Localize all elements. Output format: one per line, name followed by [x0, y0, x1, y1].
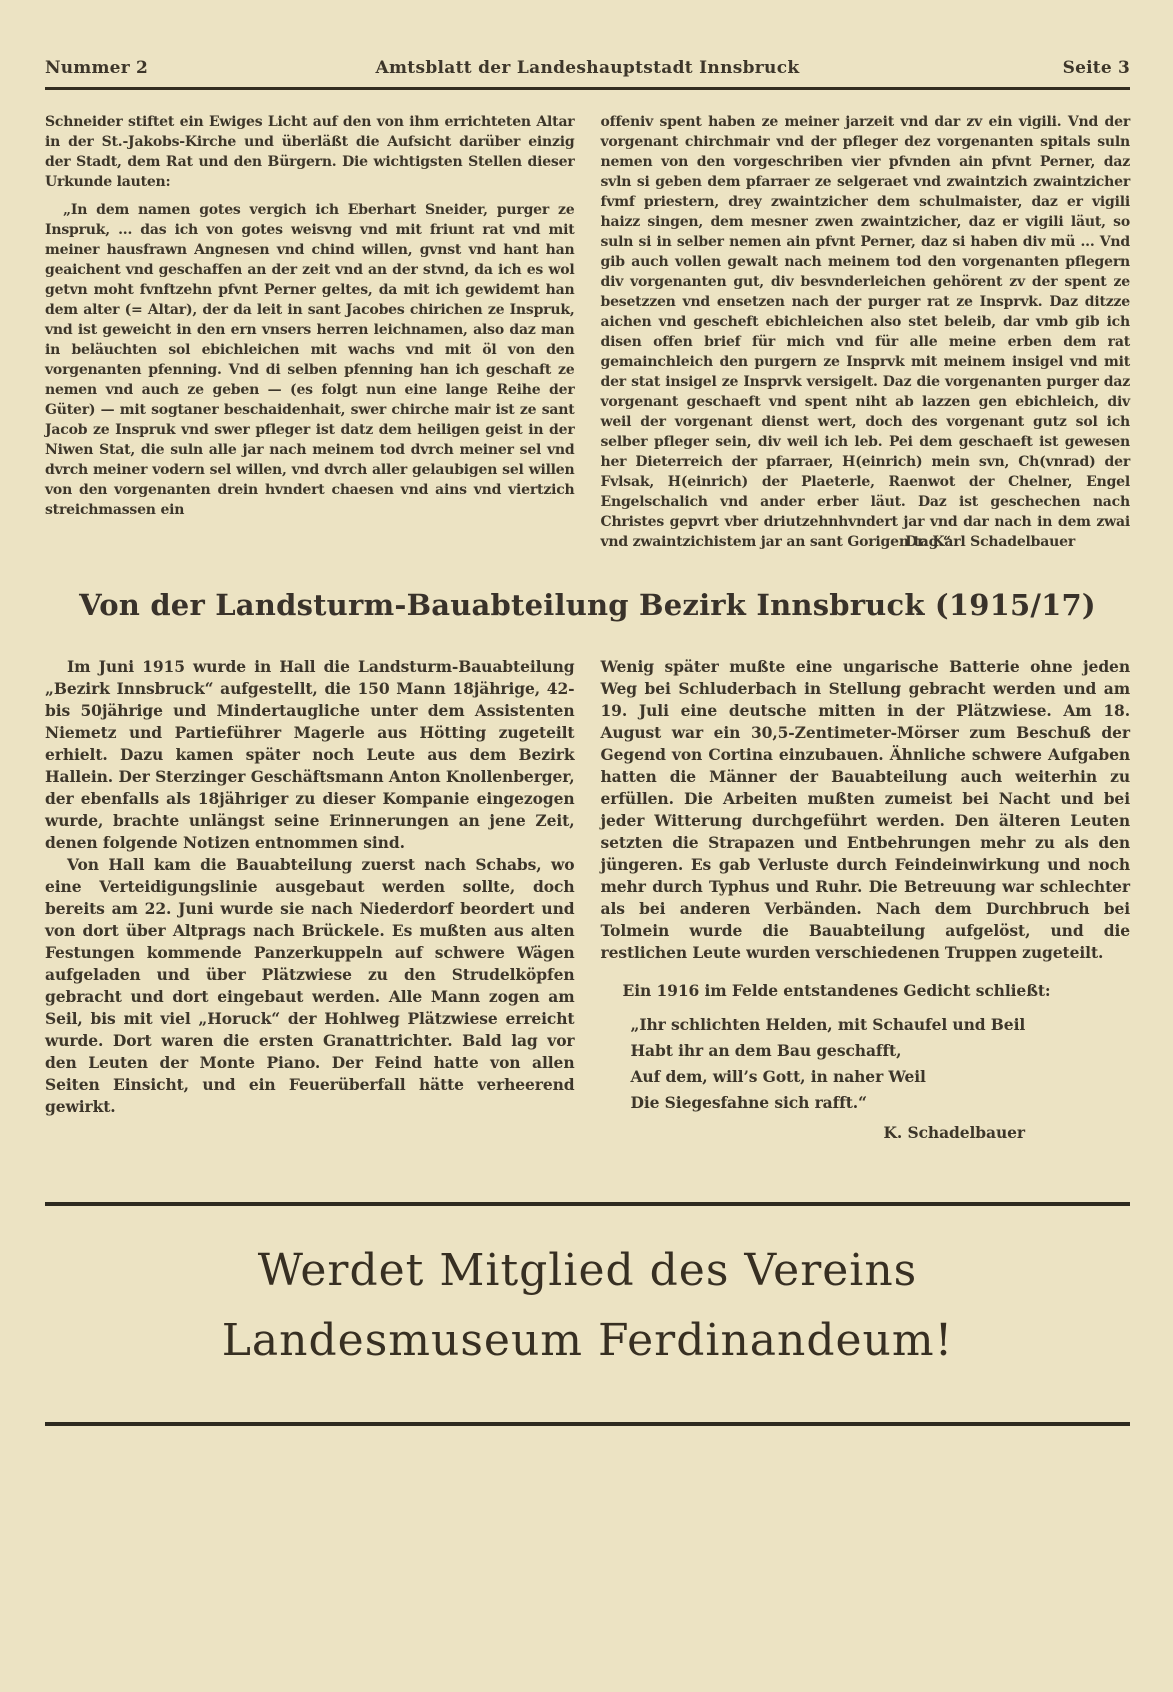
charter-right-column — [601, 112, 1131, 552]
masthead-title: Amtsblatt der Landeshauptstadt Innsbruck — [375, 58, 800, 78]
page-header — [45, 58, 1130, 90]
landsturm-paragraph-1: Im Juni 1915 wurde in Hall die Landsturm-Bauabteilung „Bezirk Innsbruck“ aufgestellt, die 150 Mann 18jährige, 42- bis 50jährige und Mindertaugliche unter dem Assistenten Niemetz und Partieführer Magerle aus Hötting zugeteilt erhielt. Dazu kamen später noch Leute aus dem Bezirk Hallein. Der Sterzinger Geschäftsmann Anton Knollenberger, der ebenfalls als 18jähriger zu dieser Kompanie eingezogen wurde, brachte unlängst seine Erinnerungen an jene Zeit, denen folgende Notizen entnommen sind. — [45, 657, 575, 852]
banner-line-1: Werdet Mitglied des Vereins — [257, 1245, 918, 1296]
charter-article-section — [45, 112, 1130, 552]
landsturm-paragraph-2: Von Hall kam die Bauabteilung zuerst nach Schabs, wo eine Verteidigungslinie ausgebaut werden sollte, doch bereits am 22. Juni wurde sie nach Niederdorf beordert und von dort über Altprags nach Brückele. Es mußten aus alten Festungen kommende Panzerkuppeln auf schwere Wägen aufgeladen und über Plätzwiese zu den Strudelköpfen gebracht und dort eingebaut werden. Alle Mann zogen am Seil, bis mit viel „Horuck“ der Hohlweg Plätzwiese erreicht wurde. Dort waren die ersten Granattrichter. Bald lag vor den Leuten der Monte Piano. Der Feind hatte von allen Seiten Einsicht, und ein Feuerüberfall hätte verheerend gewirkt. — [45, 855, 575, 1116]
charter-author-signature: Dr. Karl Schadelbauer — [905, 534, 1075, 550]
field-poem — [631, 1012, 1131, 1116]
issue-number: Nummer 2 — [45, 58, 148, 78]
article-author-signature: K. Schadelbauer — [883, 1123, 1025, 1142]
charter-left-column — [45, 112, 575, 552]
landsturm-paragraph-3: Wenig später mußte eine ungarische Batterie ohne jeden Weg bei Schluderbach in Stellung gebracht werden und am 19. Juli eine deutsche mitten in der Plätzwiese. Am 18. August war ein 30,5-Zentimeter-Mörser zum Beschuß der Gegend von Cortina einzubauen. Ähnliche schwere Aufgaben hatten die Männer der Bauabteilung auch weiterhin zu erfüllen. Die Arbeiten mußten zumeist bei Nacht und bei jeder Witterung durchgeführt werden. Den älteren Leuten setzten die Strapazen und Entbehrungen mehr zu als den jüngeren. Es gab Verluste durch Feindeinwirkung und noch mehr durch Typhus und Ruhr. Die Betreuung war schlechter als bei anderen Verbänden. Nach dem Durchbruch bei Tolmein wurde die Bauabteilung aufgelöst, und die restlichen Leute wurden verschiedenen Truppen zugeteilt. — [600, 657, 1130, 962]
poem-line: Die Siegesfahne sich rafft.“ — [630, 1093, 867, 1112]
poem-line: „Ihr schlichten Helden, mit Schaufel und Beil — [630, 1015, 1026, 1034]
banner-line-2: Landesmuseum Ferdinandeum! — [221, 1315, 954, 1366]
page-number: Seite 3 — [1062, 58, 1130, 78]
poem-line: Habt ihr an dem Bau geschafft, — [630, 1041, 902, 1060]
poem-line: Auf dem, will’s Gott, in naher Weil — [630, 1067, 926, 1086]
poem-intro: Ein 1916 im Felde entstandenes Gedicht schließt: — [622, 981, 1051, 1000]
charter-quote-part2: offeniv spent haben ze meiner jarzeit vnd dar zv ein vigili. Vnd der vorgenant chirchmair vnd der pfleger dez vorgenanten spitals suln nemen von den vorgeschriben vier pfvnden ain pfvnt Perner, daz svln si geben dem pfarraer ze selgeraet vnd zwaintzich zwaintzicher fvmf priestern, drey zwaintzicher dem schulmaister, daz er vigili haizz singen, dem mesner zwen zwaintzicher, daz er vigili läut, so suln si in selber nemen ain pfvnt Perner, daz si haben div mü ... Vnd gib auch vollen gewalt nach meinem tod den vorgenanten pflegern div vorgenanten gut, div besvnderleichen gehörent zv der spent ze besetzzen vnd ensetzen nach der purger rat ze Insprvk. Daz ditzze aichen vnd gescheft ebichleichen also stet beleib, dar vmb gib ich disen offen brief für mich vnd für alle meine erben dem rat gemainchleich den purgern ze Insprvk mit meinem insigel vnd mit der stat insigel ze Insprvk versigelt. Daz die vorgenanten purger daz vorgenant geschaeft vnd spent niht ab lazzen gen ebichleich, div weil der vorgenant dienst wert, doch des vorgenant gutz sol ich selber pfleger sein, div weil ich leb. Pei dem geschaeft ist gewesen her Dieterreich der pfarraer, H(einrich) mein svn, Ch(vnrad) der Fvlsak, H(einrich) der Plaeterle, Raenwot der Chelner, Engel Engelschalich vnd ander erber läut. Daz ist geschechen nach Christes gepvrt vber driutzehnhvndert jar vnd dar nach in dem zwai vnd zwaintzichistem jar an sant Gorigen tag.“ — [600, 114, 1130, 550]
membership-banner — [45, 1202, 1130, 1426]
article-headline: Von der Landsturm-Bauabteilung Bezirk Innsbruck (1915/17) — [79, 588, 1096, 622]
landsturm-left-column — [45, 656, 575, 1144]
charter-quote-part1: „In dem namen gotes vergich ich Eberhart Sneider, purger ze Inspruk, ... das ich von gotes weisvng vnd mit friunt rat vnd mit meiner hausfrawn Angnesen vnd chind willen, gvnst vnd hant han geaichent vnd geschaffen an der zeit vnd an der stvnd, da ich es wol getvn moht fvnftzehn pfvnt Perner geltes, da mit ich gewidemt han dem alter (= Altar), der da leit in sant Jacobes chirichen ze Inspruk, vnd ist geweicht in den ern vnsers herren leichnamen, also daz man in beläuchten sol ebichleichen mit wachs vnd mit öl von den vorgenanten pfenning. Vnd di selben pfenning han ich geschaft ze nemen vnd auch ze geben — (es folgt nun eine lange Reihe der Güter) — mit sogtaner beschaidenhait, swer chirche mair ist ze sant Jacob ze Inspruk vnd swer pfleger ist datz dem heiligen geist in der Niwen Stat, die suln alle jar nach meinem tod dvrch meiner sel vnd dvrch meiner vodern sel willen, vnd dvrch aller gelaubigen sel willen von den vorgenanten drein hvndert chaesen vnd ains vnd viertzich streichmassen ein — [45, 202, 575, 518]
charter-intro-paragraph: Schneider stiftet ein Ewiges Licht auf den von ihm errichteten Altar in der St.-Jakobs-Kirche und überläßt die Aufsicht darüber einzig der Stadt, dem Rat und den Bürgern. Die wichtigsten Stellen dieser Urkunde lauten: — [45, 114, 575, 190]
landsturm-article-section — [45, 656, 1130, 1144]
landsturm-right-column — [601, 656, 1131, 1144]
